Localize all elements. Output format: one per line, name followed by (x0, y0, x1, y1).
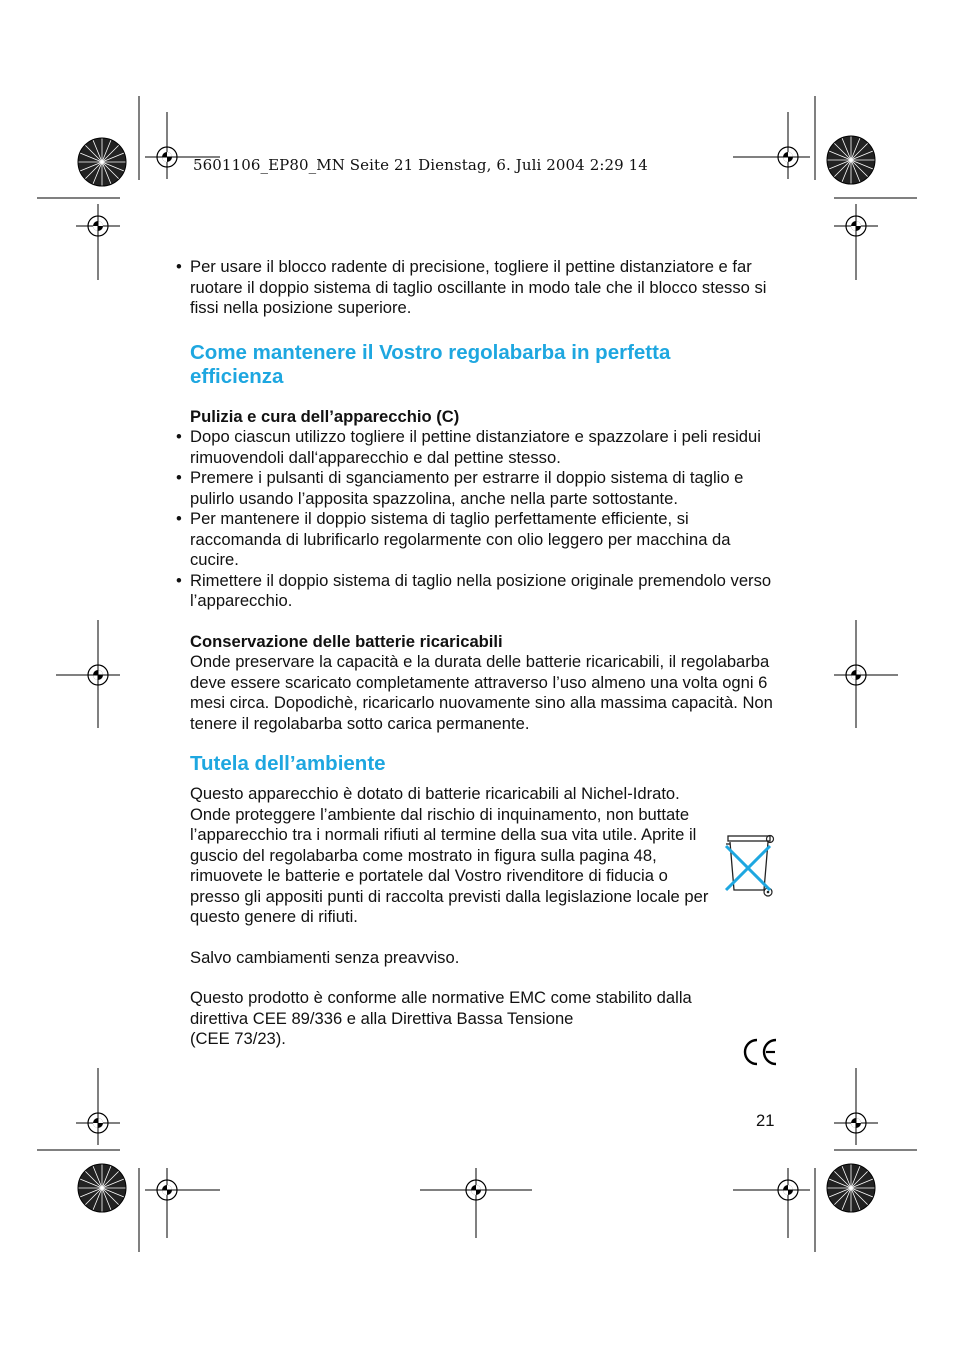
bullet-dot: • (176, 257, 182, 276)
bullet-text: Per usare il blocco radente di precisione, togliere il pettine distanziatore e far ruotare il doppio sistema di taglio oscillante in modo tale che il blocco stesso si fissi nella posizione superiore. (190, 257, 767, 317)
bullet-text: Premere i pulsanti di sganciamento per estrarre il doppio sistema di taglio e pulirlo usando l’apposita spazzolina, anche nella parte sottostante. (190, 468, 744, 508)
emc-text: Questo prodotto è conforme alle normative EMC come stabilito dalla direttiva CEE 89/336 e alla Direttiva Bassa Tensione (190, 988, 692, 1028)
emc-text: (CEE 73/23). (190, 1029, 286, 1048)
print-slug: 5601106_EP80_MN Seite 21 Dienstag, 6. Juli 2004 2:29 14 (193, 156, 648, 174)
crossed-out-wheelie-bin-icon (722, 832, 780, 900)
list-item (176, 427, 780, 468)
bullet-dot: • (176, 570, 182, 590)
page-content (176, 257, 780, 1050)
bullet-dot: • (176, 468, 182, 487)
ce-mark-icon (740, 1036, 780, 1068)
subheading-cleaning: Pulizia e cura dell’apparecchio (C) (190, 406, 460, 426)
section-heading-environment: Tutela dell’ambiente (190, 752, 386, 775)
heading-line: Come mantenere il Vostro regolabarba in perfetta (190, 340, 671, 364)
environment-paragraph: Questo apparecchio è dotato di batterie ricaricabili al Nichel-Idrato. Onde proteggere l’ambiente dal rischio di inquinamento, non buttate l’apparecchio tra i normali rifiuti al termine della sua vita utile. Aprite il guscio del regolabarba come mostrato in figura sulla pagina 48, rimuovete le batterie e portatele dal Vostro rivenditore di fiducia o presso gli appositi punti di raccolta previsti dalla legislazione locale per questo genere di rifiuti. (190, 784, 709, 926)
subheading-batteries: Conservazione delle batterie ricaricabili (190, 631, 503, 651)
bullet-dot: • (176, 509, 182, 528)
bullet-text: Dopo ciascun utilizzo togliere il pettine distanziatore e spazzolare i peli residui rimuovendoli dall‘apparecchio e dal pettine stesso. (190, 427, 761, 467)
list-item (176, 257, 780, 319)
bullet-dot: • (176, 427, 182, 446)
list-item (176, 509, 780, 571)
battery-paragraph: Onde preservare la capacità e la durata delle batterie ricaricabili, il regolabarba deve essere scaricato completamente attraverso l’uso almeno una volta ogni 6 mesi circa. Dopodichè, ricaricarlo nuovamente sino alla massima capacità. Non tenere il regolabarba sotto carica permanente. (190, 652, 773, 733)
bullet-text: Rimettere il doppio sistema di taglio nella posizione originale premendolo verso l’apparecchio. (190, 570, 772, 610)
notice-text: Salvo cambiamenti senza preavviso. (190, 947, 460, 967)
section-heading-maintenance (190, 341, 780, 389)
emc-paragraph (190, 988, 710, 1050)
page-number: 21 (756, 1111, 775, 1130)
list-item (176, 570, 780, 612)
list-item (176, 468, 780, 509)
heading-line: efficienza (190, 364, 284, 388)
bullet-text: Per mantenere il doppio sistema di taglio perfettamente efficiente, si raccomanda di lubrificarlo regolarmente con olio leggero per macchina da cucire. (190, 509, 731, 569)
